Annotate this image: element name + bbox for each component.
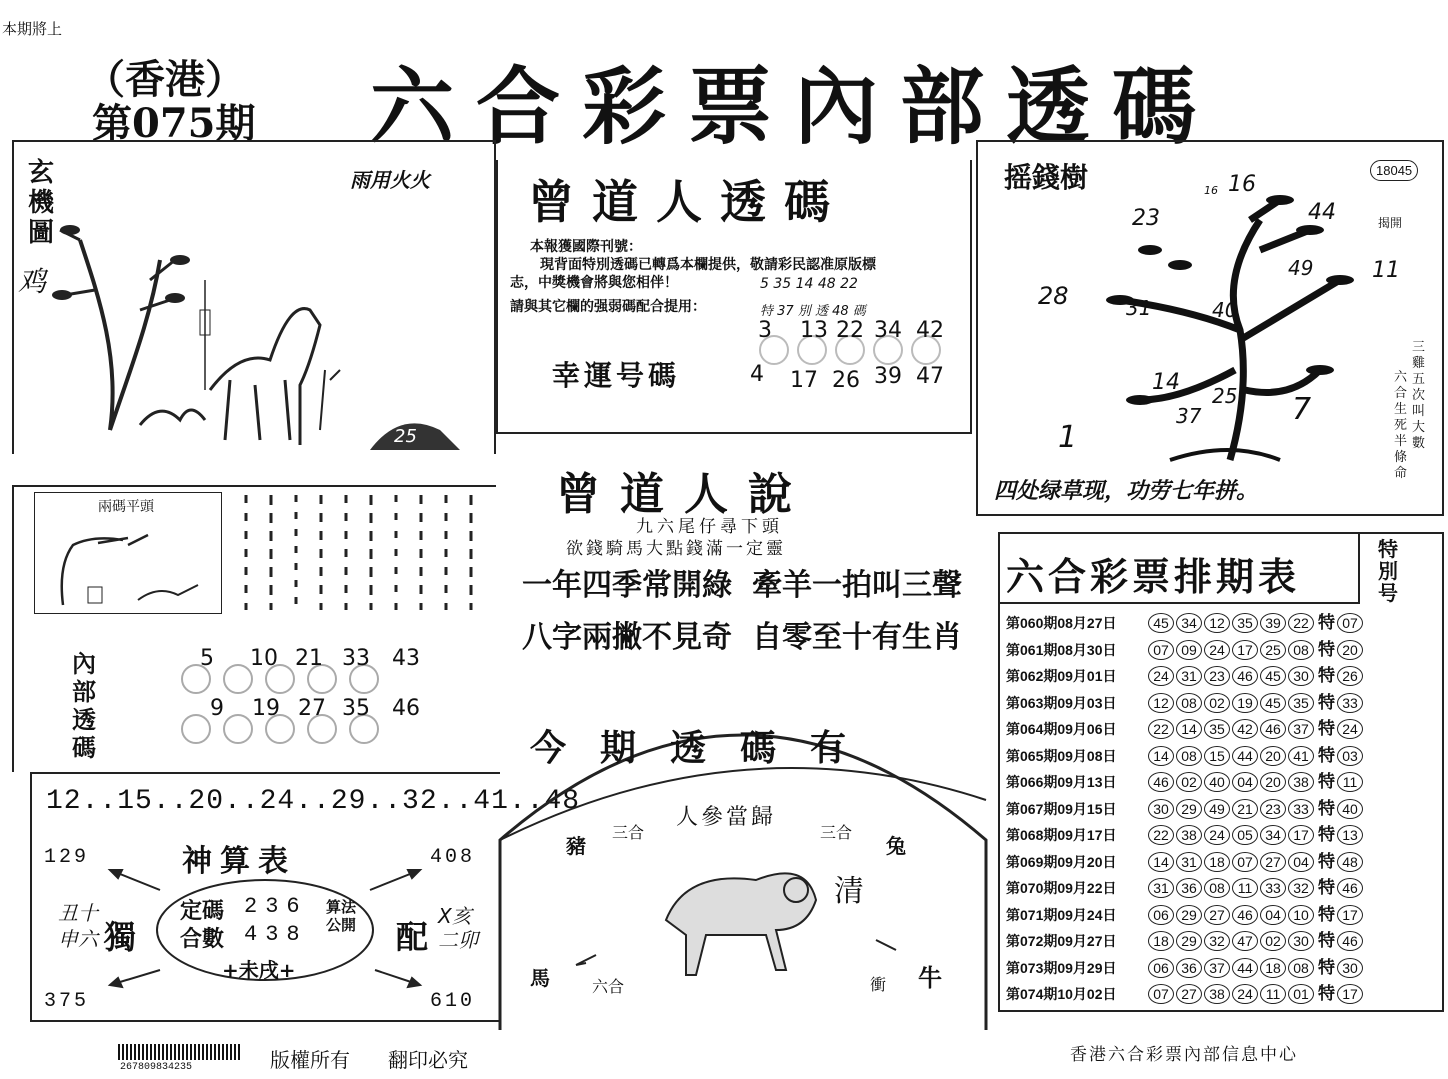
- special-marker: 特: [1318, 745, 1335, 765]
- draw-number: 30: [1288, 931, 1314, 951]
- special-marker: 特: [1318, 719, 1335, 738]
- draw-number: 39: [1260, 613, 1286, 633]
- schedule-title: 六合彩票排期表: [1006, 555, 1301, 599]
- pei-label: 配: [396, 918, 429, 956]
- draw-number: 41: [1288, 746, 1314, 766]
- tree-n13: 1: [1058, 420, 1078, 455]
- liuhe-label: 六合: [592, 977, 625, 996]
- liangma-title: 兩碼平頭: [98, 499, 154, 515]
- schedule-row: [1006, 608, 1365, 634]
- draw-number: 25: [1260, 640, 1286, 660]
- draw-number: 11: [1232, 878, 1258, 898]
- verse-2a: 八字兩撇不見奇: [522, 620, 732, 655]
- draw-number: 45: [1148, 613, 1174, 633]
- neibu-label: 內部透碼: [72, 650, 96, 762]
- draw-number: 22: [1148, 825, 1174, 845]
- draw-number: 27: [1204, 905, 1230, 925]
- tree-n8: 40: [1212, 298, 1238, 322]
- draw-number: 27: [1260, 852, 1286, 872]
- tree-n12: 7: [1292, 392, 1312, 427]
- draw-number: 37: [1288, 719, 1314, 739]
- draw-number: 47: [1232, 931, 1258, 951]
- money-tree-title: 摇錢樹: [1004, 161, 1089, 194]
- zeng-says-title: 曾道人說: [556, 469, 812, 520]
- draw-number: 04: [1260, 905, 1286, 925]
- draw-number: 29: [1176, 931, 1202, 951]
- draw-number: 15: [1204, 746, 1230, 766]
- neibu-num-10: 10: [250, 646, 278, 671]
- draw-number: 45: [1260, 693, 1286, 713]
- shensuan-numbers: 12..15..20..24..29..32..41..48: [46, 786, 581, 817]
- draw-number: 10: [1288, 905, 1314, 925]
- draw-number: 38: [1204, 984, 1230, 1004]
- draw-number: 46: [1148, 772, 1174, 792]
- draw-number: 36: [1176, 958, 1202, 978]
- special-marker: 特: [1318, 692, 1335, 712]
- tree-n1: 16: [1228, 172, 1256, 197]
- schedule-row: [1006, 820, 1365, 846]
- tree-n4: 49: [1288, 256, 1314, 280]
- draw-number: 02: [1176, 772, 1202, 792]
- xuanji-poem: 雨用火火: [350, 168, 430, 192]
- schedule-issue: 第062期09月01日: [1006, 668, 1117, 684]
- special-marker: 特: [1318, 613, 1335, 632]
- no-copy-label: 翻印必究: [388, 1048, 468, 1072]
- schedule-row: [1006, 661, 1365, 687]
- special-number: 07: [1337, 613, 1363, 633]
- special-marker: 特: [1318, 878, 1335, 897]
- lucky-r2-3: 26: [832, 368, 860, 393]
- heshu-value: 438: [244, 922, 308, 947]
- special-number: 46: [1337, 878, 1363, 898]
- draw-number: 29: [1176, 905, 1202, 925]
- draw-number: 14: [1148, 852, 1174, 872]
- draw-number: 24: [1204, 825, 1230, 845]
- draw-number: 34: [1260, 825, 1286, 845]
- neibu-vertical-text: [238, 490, 493, 618]
- draw-number: 46: [1260, 719, 1286, 739]
- schedule-issue: 第074期10月02日: [1006, 986, 1117, 1002]
- special-number: 13: [1337, 825, 1363, 845]
- draw-number: 08: [1288, 958, 1314, 978]
- lucky-tag-row: 特 37 別 透 48 碼: [760, 304, 866, 319]
- neibu-num-46: 46: [392, 696, 420, 721]
- draw-number: 45: [1260, 666, 1286, 686]
- tree-n0: 16: [1204, 184, 1218, 197]
- special-marker: 特: [1318, 825, 1335, 844]
- pig-label: 豬: [566, 834, 586, 858]
- stamp-sub: 揭開: [1378, 216, 1403, 230]
- lucky-r2-1: 4: [750, 362, 764, 387]
- tou-ma-title: 今期透碼有: [530, 728, 881, 769]
- draw-number: 06: [1148, 905, 1174, 925]
- schedule-issue: 第065期09月08日: [1006, 747, 1117, 764]
- shensuan-bl: 375: [44, 990, 90, 1013]
- special-number: 24: [1337, 719, 1363, 739]
- neibu-num-19: 19: [252, 696, 280, 721]
- draw-number: 08: [1288, 640, 1314, 660]
- zeng-title: 曾道人透碼: [528, 175, 848, 229]
- draw-number: 44: [1232, 746, 1258, 766]
- lucky-r1-4: 34: [874, 318, 902, 343]
- draw-number: 29: [1176, 799, 1202, 819]
- shensuan-bottom: +未戌+: [222, 958, 296, 982]
- xuanji-mark: 25: [394, 426, 417, 447]
- verse-1a: 一年四季常開綠: [522, 568, 732, 603]
- tree-n2: 44: [1308, 200, 1336, 225]
- schedule-issue: 第071期09月24日: [1006, 906, 1117, 923]
- draw-number: 22: [1288, 613, 1314, 633]
- lucky-r1-3: 22: [836, 318, 864, 343]
- draw-number: 19: [1232, 693, 1258, 713]
- tou-ma-phrase: 人參當歸: [676, 805, 777, 830]
- draw-number: 27: [1176, 984, 1202, 1004]
- xuanji-illustration: [40, 180, 480, 450]
- draw-number: 35: [1288, 693, 1314, 713]
- draw-number: 08: [1176, 693, 1202, 713]
- dingma-value: 236: [244, 894, 308, 919]
- neibu-num-33: 33: [342, 646, 370, 671]
- special-marker: 特: [1318, 772, 1335, 791]
- schedule-row: [1006, 926, 1365, 952]
- special-number: 30: [1337, 958, 1363, 978]
- draw-number: 35: [1232, 613, 1258, 633]
- lucky-top-nums: 5 35 14 48 22: [760, 276, 858, 292]
- draw-number: 34: [1176, 613, 1202, 633]
- zeng-line-2: 欲錢騎馬大點錢滿一定靈: [566, 539, 786, 559]
- schedule-issue: 第070期09月22日: [1006, 880, 1117, 896]
- heshu-label: 合數: [180, 926, 225, 952]
- draw-number: 02: [1204, 693, 1230, 713]
- schedule-issue: 第061期08月30日: [1006, 641, 1117, 658]
- schedule-row: [1006, 900, 1365, 926]
- schedule-row: [1006, 794, 1365, 820]
- tree-caption: 四处绿草现，功劳七年拼。: [994, 479, 1259, 504]
- right-zodiac: X亥二卯: [438, 904, 478, 952]
- schedule-issue: 第064期09月06日: [1006, 721, 1117, 737]
- notice-4: 請與其它欄的强弱碼配合提用：: [510, 299, 706, 315]
- lucky-r1-2: 13: [800, 318, 828, 343]
- liangma-illustration: [38, 515, 218, 610]
- sanhe-right: 三合: [820, 823, 853, 842]
- draw-number: 44: [1232, 958, 1258, 978]
- draw-number: 23: [1260, 799, 1286, 819]
- suanfa-label: 算法公開: [326, 898, 357, 934]
- lucky-r2-5: 47: [916, 364, 944, 389]
- left-zodiac: 丑十申六: [58, 901, 98, 951]
- draw-number: 31: [1176, 852, 1202, 872]
- lucky-r1-1: 3: [758, 318, 772, 343]
- special-marker: 特: [1318, 798, 1335, 818]
- schedule-row: [1006, 979, 1365, 1005]
- tree-n7: 31: [1126, 296, 1152, 320]
- notice-3: 志，中獎機會將與您相伴！: [510, 275, 678, 291]
- special-number: 26: [1337, 666, 1363, 686]
- draw-number: 07: [1148, 640, 1174, 660]
- draw-number: 38: [1288, 772, 1314, 792]
- sanhe-left: 三合: [612, 823, 645, 842]
- schedule-row: [1006, 714, 1365, 740]
- special-number: 46: [1337, 931, 1363, 951]
- draw-number: 06: [1148, 958, 1174, 978]
- draw-number: 31: [1148, 878, 1174, 898]
- draw-number: 11: [1260, 984, 1286, 1004]
- tree-side-2: 六合生死半條命: [1394, 370, 1408, 481]
- horse-label: 馬: [530, 966, 550, 990]
- draw-number: 24: [1232, 984, 1258, 1004]
- shensuan-tr: 408: [430, 846, 476, 869]
- neibu-num-43: 43: [392, 646, 420, 671]
- chong-label: 衝: [870, 975, 887, 994]
- draw-number: 18: [1204, 852, 1230, 872]
- draw-number: 35: [1204, 719, 1230, 739]
- draw-number: 30: [1148, 799, 1174, 819]
- lucky-r1-5: 42: [916, 318, 944, 343]
- neibu-num-21: 21: [295, 646, 323, 671]
- draw-number: 33: [1288, 799, 1314, 819]
- ox-label: 牛: [918, 963, 942, 992]
- rabbit-label: 兔: [886, 834, 906, 858]
- draw-number: 24: [1148, 666, 1174, 686]
- du-label: 獨: [104, 918, 137, 956]
- draw-number: 31: [1176, 666, 1202, 686]
- shensuan-title: 神算表: [182, 844, 296, 879]
- draw-number: 07: [1148, 984, 1174, 1004]
- corner-text: 本期將上: [2, 20, 63, 38]
- special-marker: 特: [1318, 666, 1335, 685]
- barcode-number: 267809834235: [120, 1062, 193, 1073]
- shensuan-br: 610: [430, 990, 476, 1013]
- schedule-row: [1006, 741, 1365, 767]
- draw-number: 02: [1260, 931, 1286, 951]
- draw-number: 33: [1260, 878, 1286, 898]
- schedule-row: [1006, 847, 1365, 873]
- schedule-issue: 第072期09月27日: [1006, 933, 1117, 949]
- special-marker: 特: [1318, 984, 1335, 1003]
- draw-number: 20: [1260, 746, 1286, 766]
- money-tree-illustration: [1030, 190, 1370, 470]
- special-number: 03: [1337, 746, 1363, 766]
- draw-number: 23: [1204, 666, 1230, 686]
- draw-number: 24: [1204, 640, 1230, 660]
- schedule-issue: 第063期09月03日: [1006, 694, 1117, 711]
- draw-number: 20: [1260, 772, 1286, 792]
- tree-n11: 25: [1212, 384, 1238, 408]
- verse-1b: 牽羊一拍叫三聲: [752, 568, 962, 603]
- special-marker: 特: [1318, 931, 1335, 950]
- page-title: 六合彩票內部透碼: [370, 57, 1219, 156]
- draw-number: 05: [1232, 825, 1258, 845]
- special-label: 特別号: [1378, 537, 1398, 605]
- draw-number: 40: [1204, 772, 1230, 792]
- draw-number: 08: [1176, 746, 1202, 766]
- schedule-row: [1006, 767, 1365, 793]
- draw-number: 38: [1176, 825, 1202, 845]
- schedule-issue: 第067期09月15日: [1006, 800, 1117, 817]
- draw-number: 08: [1204, 878, 1230, 898]
- xuanji-title: 玄機圖: [28, 158, 55, 248]
- draw-number: 17: [1288, 825, 1314, 845]
- copyright-label: 版權所有: [270, 1048, 350, 1072]
- issue-number: 第075期: [92, 100, 256, 147]
- draw-number: 46: [1232, 905, 1258, 925]
- schedule-row: [1006, 873, 1365, 899]
- neibu-num-27: 27: [298, 696, 326, 721]
- draw-number: 32: [1288, 878, 1314, 898]
- draw-number: 37: [1204, 958, 1230, 978]
- schedule-issue: 第068期09月17日: [1006, 827, 1117, 843]
- lucky-label: 幸運号碼: [552, 359, 681, 392]
- draw-number: 18: [1148, 931, 1174, 951]
- schedule-issue: 第066期09月13日: [1006, 774, 1117, 790]
- info-center: 香港六合彩票內部信息中心: [1070, 1045, 1298, 1065]
- draw-number: 14: [1176, 719, 1202, 739]
- special-number: 17: [1337, 984, 1363, 1004]
- draw-number: 17: [1232, 640, 1258, 660]
- draw-number: 14: [1148, 746, 1174, 766]
- tree-n5: 11: [1372, 258, 1400, 283]
- draw-number: 04: [1232, 772, 1258, 792]
- tree-n10: 37: [1176, 404, 1202, 428]
- draw-number: 21: [1232, 799, 1258, 819]
- special-number: 33: [1337, 693, 1363, 713]
- draw-number: 01: [1288, 984, 1314, 1004]
- special-marker: 特: [1318, 851, 1335, 871]
- draw-number: 49: [1204, 799, 1230, 819]
- schedule-issue: 第073期09月29日: [1006, 959, 1117, 976]
- tree-side-1: 三雞五次叫大數: [1412, 340, 1426, 451]
- neibu-num-5: 5: [200, 646, 214, 671]
- region-label: （香港）: [85, 56, 245, 103]
- dingma-label: 定碼: [180, 898, 225, 924]
- draw-number: 12: [1204, 613, 1230, 633]
- handwritten-side: 鸡: [18, 265, 47, 298]
- draw-number: 30: [1288, 666, 1314, 686]
- tree-n9: 14: [1152, 370, 1180, 395]
- special-number: 40: [1337, 799, 1363, 819]
- special-number: 11: [1337, 772, 1363, 792]
- draw-number: 07: [1232, 852, 1258, 872]
- special-number: 17: [1337, 905, 1363, 925]
- notice-1: 本報獲國際刊號：: [530, 239, 642, 255]
- special-number: 48: [1337, 852, 1363, 872]
- qing-label: 清: [834, 874, 864, 909]
- special-number: 20: [1337, 640, 1363, 660]
- schedule-issue: 第069期09月20日: [1006, 853, 1117, 870]
- notice-2: 現背面特別透碼已轉爲本欄提供，敬請彩民認准原版標: [540, 257, 876, 273]
- draw-number: 36: [1176, 878, 1202, 898]
- neibu-num-35: 35: [342, 696, 370, 721]
- schedule-issue: 第060期08月27日: [1006, 615, 1117, 631]
- schedule-row: [1006, 688, 1365, 714]
- tree-n6: 28: [1038, 282, 1069, 310]
- special-marker: 特: [1318, 957, 1335, 977]
- special-marker: 特: [1318, 904, 1335, 924]
- special-marker: 特: [1318, 639, 1335, 659]
- draw-number: 12: [1148, 693, 1174, 713]
- schedule-row: [1006, 953, 1365, 979]
- lucky-r2-2: 17: [790, 368, 818, 393]
- tree-n3: 23: [1132, 206, 1160, 231]
- schedule-row: [1006, 635, 1365, 661]
- draw-number: 09: [1176, 640, 1202, 660]
- draw-number: 22: [1148, 719, 1174, 739]
- verse-2b: 自零至十有生肖: [752, 620, 962, 655]
- draw-number: 42: [1232, 719, 1258, 739]
- draw-number: 18: [1260, 958, 1286, 978]
- draw-number: 46: [1232, 666, 1258, 686]
- draw-number: 32: [1204, 931, 1230, 951]
- shensuan-tl: 129: [44, 846, 90, 869]
- stamp: 18045: [1370, 160, 1418, 181]
- lucky-r2-4: 39: [874, 364, 902, 389]
- draw-number: 04: [1288, 852, 1314, 872]
- zeng-line-1: 九六尾仔尋下頭: [636, 517, 783, 537]
- neibu-num-9: 9: [210, 696, 224, 721]
